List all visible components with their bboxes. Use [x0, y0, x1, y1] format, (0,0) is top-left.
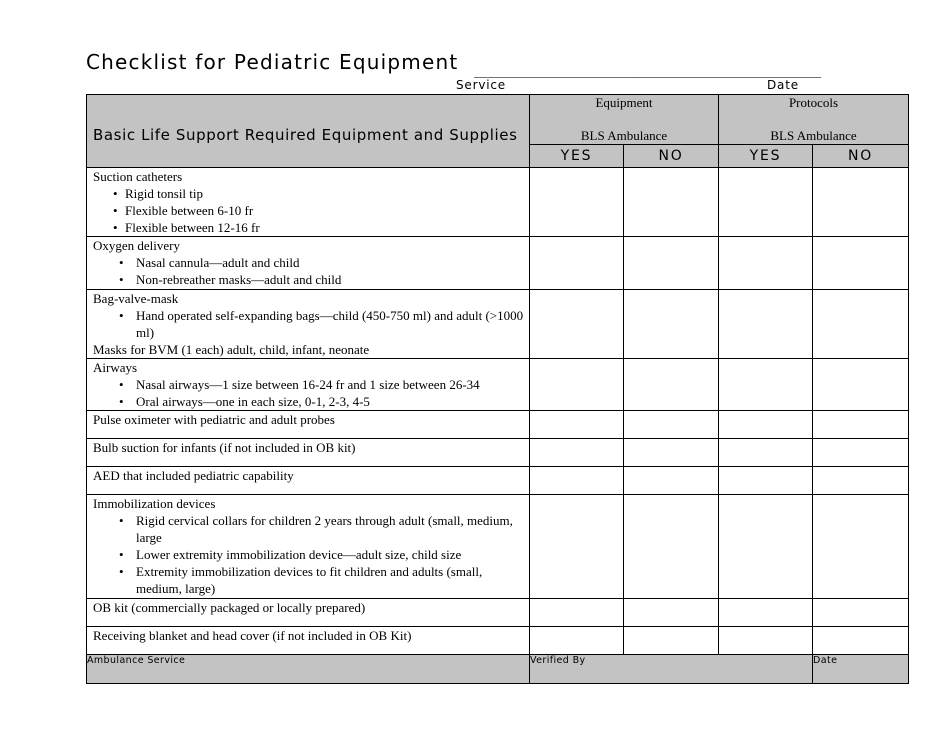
equipment-no-cell[interactable] [624, 495, 719, 599]
list-item: • Nasal airways—1 size between 16-24 fr and 1 size between 26-34 [119, 377, 480, 392]
protocols-yes-cell[interactable] [719, 627, 813, 655]
footer-date-field[interactable]: Date [813, 655, 909, 684]
item-cell [87, 627, 530, 655]
page-title: Checklist for Pediatric Equipment [86, 50, 459, 74]
protocols-no-cell[interactable] [813, 627, 909, 655]
equipment-sub-label: BLS Ambulance [580, 128, 668, 143]
protocols-yes-cell[interactable] [719, 495, 813, 599]
item-extra-line: Masks for BVM (1 each) adult, child, infant, neonate [93, 342, 370, 357]
equipment-yes-cell[interactable] [530, 290, 624, 359]
equipment-yes-cell[interactable] [530, 467, 624, 495]
item-title: Airways [93, 360, 138, 375]
equipment-header-label: Equipment [595, 95, 653, 110]
protocols-sub-label: BLS Ambulance [770, 128, 857, 143]
verified-by-field[interactable]: Verified By [530, 655, 813, 684]
equipment-group-header [530, 95, 719, 145]
table-row [87, 467, 909, 495]
equipment-no-cell[interactable] [624, 439, 719, 467]
protocols-yes-cell[interactable] [719, 237, 813, 290]
table-row [87, 599, 909, 627]
item-title: Receiving blanket and head cover (if not included in OB Kit) [93, 628, 412, 643]
protocols-yes-cell[interactable] [719, 290, 813, 359]
protocols-yes-cell[interactable] [719, 467, 813, 495]
item-cell [87, 290, 530, 359]
item-title: AED that included pediatric capability [93, 468, 294, 483]
equipment-no-cell[interactable] [624, 627, 719, 655]
item-title: Bag-valve-mask [93, 291, 179, 306]
equipment-yes-cell[interactable] [530, 439, 624, 467]
item-cell [87, 411, 530, 439]
equipment-yes-cell[interactable] [530, 495, 624, 599]
item-cell [87, 439, 530, 467]
protocols-no-cell[interactable] [813, 168, 909, 237]
equipment-yes-cell[interactable] [530, 627, 624, 655]
item-cell [87, 495, 530, 599]
protocols-no-cell[interactable] [813, 237, 909, 290]
protocols-yes-cell[interactable] [719, 168, 813, 237]
protocols-yes-cell[interactable] [719, 411, 813, 439]
date-label: Date [767, 78, 799, 92]
equipment-yes-cell[interactable] [530, 599, 624, 627]
list-item: • Rigid cervical collars for children 2 years through adult (small, medium, large [119, 513, 513, 545]
item-title: Oxygen delivery [93, 238, 181, 253]
item-cell [87, 359, 530, 411]
item-cell [87, 599, 530, 627]
protocols-no-header: NO [813, 145, 909, 168]
item-cell [87, 237, 530, 290]
equipment-no-cell[interactable] [624, 599, 719, 627]
main-column-header: Basic Life Support Required Equipment and Supplies [87, 95, 530, 168]
equipment-yes-cell[interactable] [530, 168, 624, 237]
list-item: • Non-rebreather masks—adult and child [119, 272, 342, 287]
item-title: Immobilization devices [93, 496, 216, 511]
protocols-no-cell[interactable] [813, 599, 909, 627]
protocols-yes-cell[interactable] [719, 439, 813, 467]
protocols-header-label: Protocols [788, 95, 839, 110]
ambulance-service-field[interactable]: Ambulance Service [87, 655, 530, 684]
table-row [87, 168, 909, 237]
list-item: • Oral airways—one in each size, 0-1, 2-3, 4-5 [119, 394, 370, 409]
protocols-no-cell[interactable] [813, 439, 909, 467]
equipment-yes-cell[interactable] [530, 237, 624, 290]
table-row [87, 290, 909, 359]
item-title: Bulb suction for infants (if not included in OB kit) [93, 440, 356, 455]
equipment-no-cell[interactable] [624, 359, 719, 411]
table-row [87, 237, 909, 290]
protocols-yes-cell[interactable] [719, 359, 813, 411]
item-title: Pulse oximeter with pediatric and adult probes [93, 412, 335, 427]
footer-row [87, 655, 909, 684]
equipment-no-cell[interactable] [624, 467, 719, 495]
table-row [87, 411, 909, 439]
equipment-no-cell[interactable] [624, 411, 719, 439]
protocols-no-cell[interactable] [813, 467, 909, 495]
protocols-yes-cell[interactable] [719, 599, 813, 627]
protocols-group-header [719, 95, 909, 145]
table-row [87, 359, 909, 411]
protocols-yes-header: YES [719, 145, 813, 168]
list-item: • Rigid tonsil tip [113, 186, 204, 201]
item-title: Suction catheters [93, 169, 183, 184]
checklist-table [86, 94, 909, 684]
equipment-no-cell[interactable] [624, 168, 719, 237]
item-cell [87, 168, 530, 237]
table-row [87, 495, 909, 599]
protocols-no-cell[interactable] [813, 411, 909, 439]
item-cell [87, 467, 530, 495]
service-label: Service [456, 78, 506, 92]
equipment-yes-cell[interactable] [530, 411, 624, 439]
equipment-no-cell[interactable] [624, 290, 719, 359]
list-item: • Lower extremity immobilization device—adult size, child size [119, 547, 462, 562]
equipment-no-cell[interactable] [624, 237, 719, 290]
list-item: • Extremity immobilization devices to fit children and adults (small, medium, large) [119, 564, 483, 596]
service-date-blank-line[interactable]: ____________________________________________ [474, 62, 821, 78]
protocols-no-cell[interactable] [813, 290, 909, 359]
item-title: OB kit (commercially packaged or locally prepared) [93, 600, 366, 615]
list-item: • Nasal cannula—adult and child [119, 255, 300, 270]
equipment-yes-header: YES [530, 145, 624, 168]
table-row [87, 627, 909, 655]
list-item: • Flexible between 12-16 fr [113, 220, 260, 235]
table-row [87, 439, 909, 467]
list-item: • Flexible between 6-10 fr [113, 203, 254, 218]
protocols-no-cell[interactable] [813, 359, 909, 411]
list-item: • Hand operated self-expanding bags—child (450-750 ml) and adult (>1000 ml) [119, 308, 524, 340]
equipment-yes-cell[interactable] [530, 359, 624, 411]
equipment-no-header: NO [624, 145, 719, 168]
protocols-no-cell[interactable] [813, 495, 909, 599]
